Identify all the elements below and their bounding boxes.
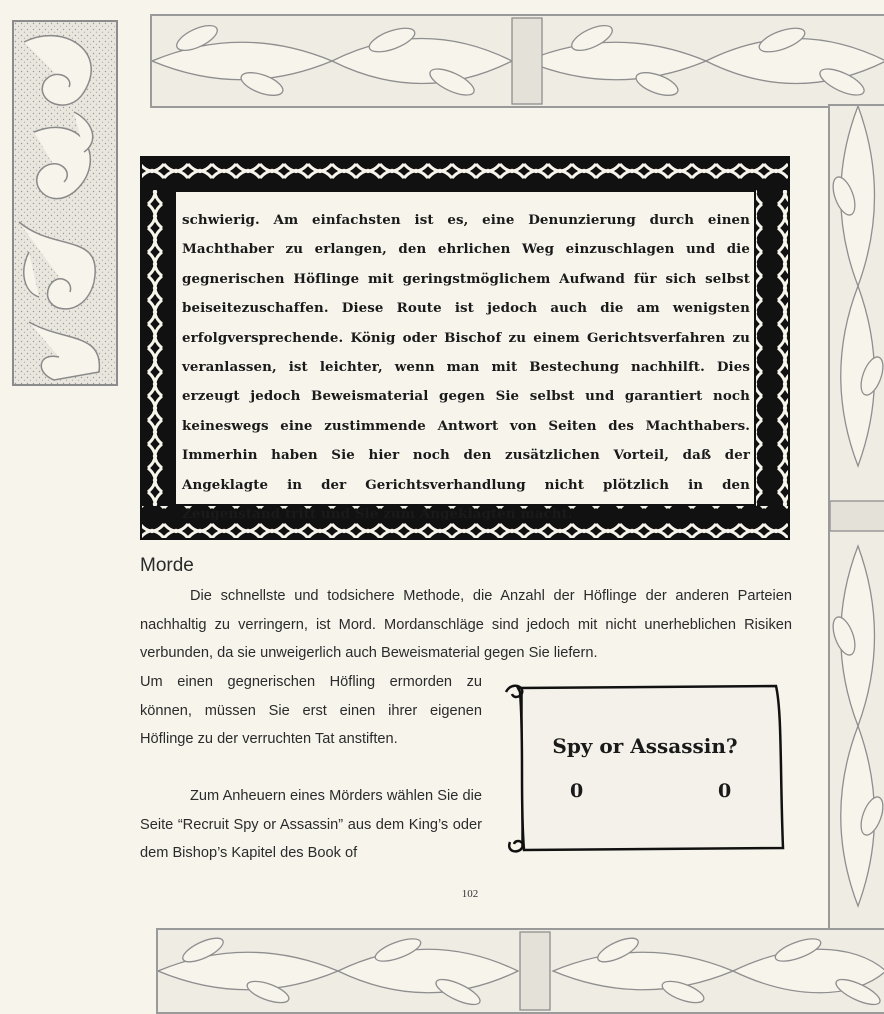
body-paragraph-2: Um einen gegnerischen Höfling ermorden zu können, müssen Sie erst einen ihrer eigenen Höflinge zu der verruchten Tat anstiften. bbox=[140, 674, 482, 748]
body-paragraph-1: Die schnellste und todsichere Methode, die Anzahl der Höflinge der anderen Parteien nachhaltig zu verringern, ist Mord. Mordanschläge sind jedoch mit nicht unerheblichen Risiken verbunden, da sie unweigerlich auch Beweismaterial gegen Sie liefern. bbox=[140, 588, 792, 662]
boxed-gothic-paragraph: schwierig. Am einfachsten ist es, eine Denunzierung durch einen Machthaber zu erlangen, den ehrlichen Weg einzuschlagen und die gegnerischen Höflinge mit geringstmöglichem Aufwand für sich selbst beiseitezuschaffen. Diese Route ist jedoch auch die am wenigsten erfolgversprechende. König oder Bischof zu einem Gerichtsverfahren zu veranlassen, ist leichter, wenn man mit Bestechung nachhilft. Dies erzeugt jedoch Beweismaterial gegen Sie selbst und garantiert noch keineswegs eine zustimmende Antwort von Seiten des Machthabers. Immerhin haben Sie hier noch den zusätzlichen Vorteil, daß der Angeklagte in der Gerichtsverhandlung nicht plötzlich in den Zeugenstand tritt und Sie zum Angeklagten macht. bbox=[182, 212, 750, 523]
page-number: 102 bbox=[461, 888, 479, 900]
scroll-title: Spy or Assassin? bbox=[552, 734, 738, 758]
section-heading: Morde bbox=[140, 555, 194, 576]
spy-or-assassin-scroll bbox=[504, 682, 786, 854]
leaf-border-bottom bbox=[156, 928, 884, 1014]
leaf-border-top bbox=[150, 14, 884, 108]
laurel-leaf-icon bbox=[158, 930, 884, 1012]
leaf-border-right bbox=[828, 104, 884, 932]
assassin-counter: 0 bbox=[718, 780, 732, 802]
parchment-scroll-icon bbox=[504, 682, 786, 854]
laurel-leaf-icon bbox=[152, 16, 884, 106]
ornamental-panel bbox=[12, 20, 118, 386]
acanthus-scroll-icon bbox=[14, 22, 116, 384]
spy-counter: 0 bbox=[570, 780, 584, 802]
body-paragraph-3: Zum Anheuern eines Mörders wählen Sie die Seite “Recruit Spy or Assassin” aus dem King’s oder dem Bishop’s Kapitel des Book of bbox=[140, 788, 482, 862]
laurel-leaf-icon bbox=[830, 106, 884, 930]
knotwork-text-box bbox=[140, 156, 790, 540]
